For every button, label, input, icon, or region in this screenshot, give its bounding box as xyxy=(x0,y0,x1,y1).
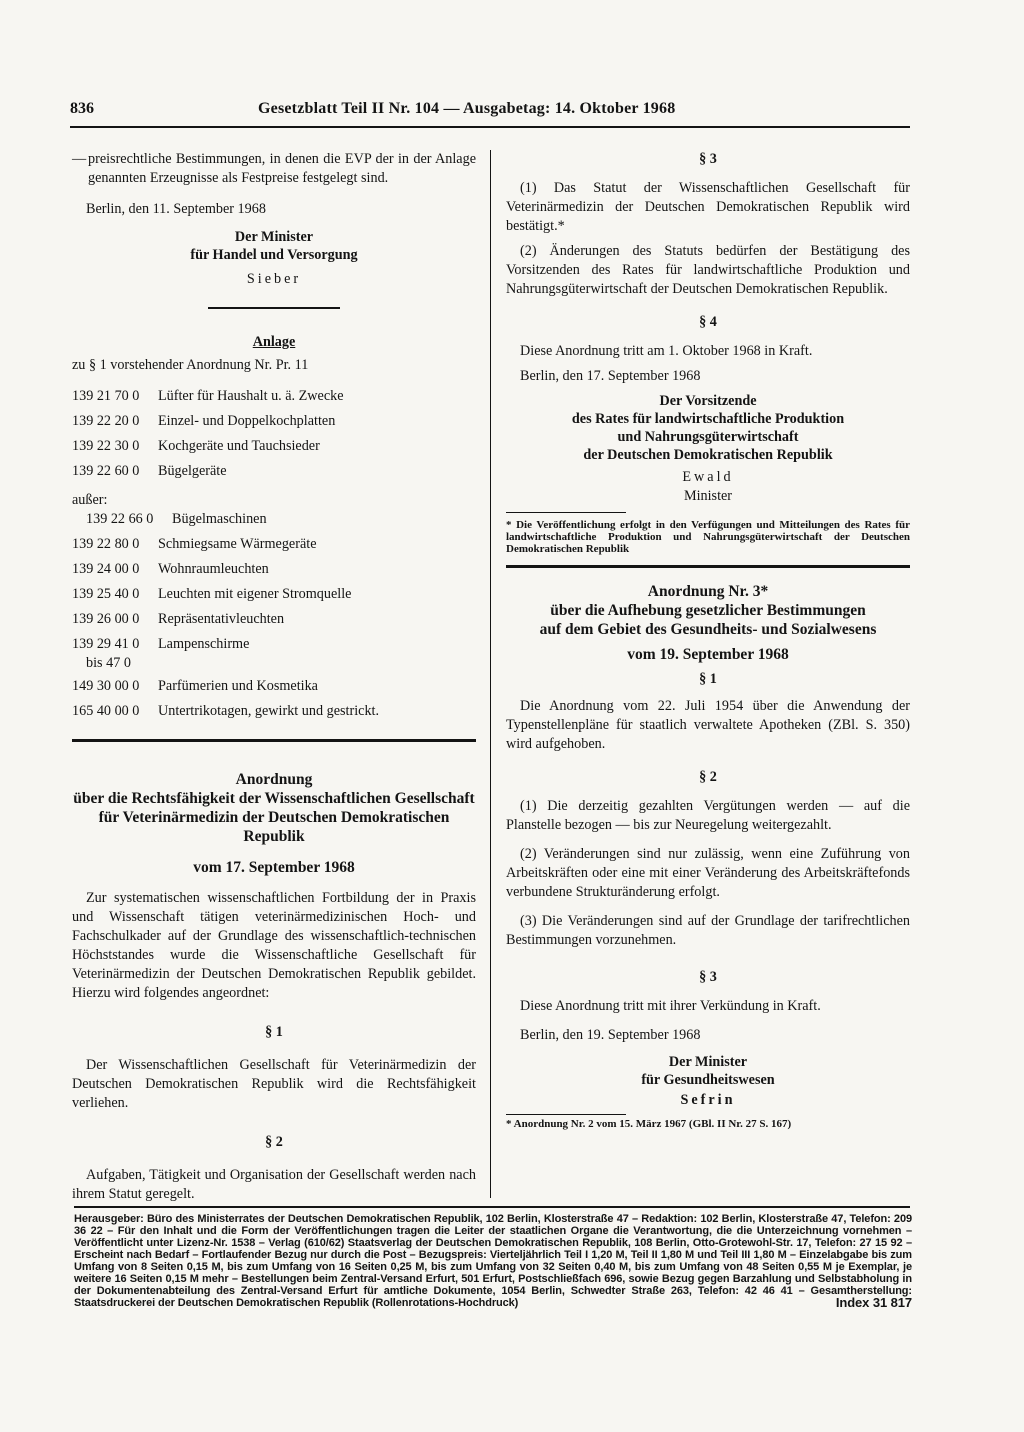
product-code: 139 25 40 0 xyxy=(72,586,140,602)
paragraph-3-sign: § 3 xyxy=(699,151,717,167)
signer2-line-2: für Gesundheitswesen xyxy=(641,1072,775,1088)
intro-item xyxy=(72,150,476,188)
signature-block-2 xyxy=(506,1053,910,1110)
paragraph-4-sign: § 4 xyxy=(699,314,717,330)
range-end: bis 47 0 xyxy=(86,655,131,671)
product-row-excluded xyxy=(72,510,476,535)
product-desc: Lüfter für Haushalt u. ä. Zwecke xyxy=(158,388,344,404)
section-1-text: Die Anordnung vom 22. Juli 1954 über die Anwendung der Typenstellenpläne für staatlich verwaltete Apotheken (ZBl. S. 350) wird aufgehoben. xyxy=(506,698,910,752)
ordinance-3-subtitle-1: über die Aufhebung gesetzlicher Bestimmungen xyxy=(550,602,866,619)
section-2-2: (2) Veränderungen sind nur zulässig, wenn eine Zuführung von Arbeitskräften oder eine mit einer Veränderung des Arbeitskräftefonds verbundene Strukturänderung erfolgt. xyxy=(506,846,910,900)
ordinance-title: Anordnung xyxy=(235,771,313,788)
signer-line-1: Der Vorsitzende xyxy=(659,393,757,409)
paragraph-2-text: Aufgaben, Tätigkeit und Organisation der Gesellschaft werden nach ihrem Statut geregelt. xyxy=(72,1167,476,1202)
product-desc: Lampenschirme xyxy=(158,636,250,652)
ordinance-3-date: vom 19. September 1968 xyxy=(627,646,789,663)
signer2-name: Sefrin xyxy=(680,1092,736,1108)
product-code: 139 22 66 0 xyxy=(86,511,154,527)
index-number: Index 31 817 xyxy=(835,1295,912,1310)
section-2-sign: § 2 xyxy=(699,769,717,785)
product-desc: Einzel- und Doppelkochplatten xyxy=(158,413,336,429)
signer-title-1: Der Minister xyxy=(234,229,314,245)
header-title: Gesetzblatt Teil II Nr. 104 — Ausgabetag: 14. Oktober 1968 xyxy=(258,100,676,117)
product-code: 139 21 70 0 xyxy=(72,388,140,404)
section-1-sign: § 1 xyxy=(699,671,717,687)
ordinance-3-title: Anordnung Nr. 3* xyxy=(647,583,769,600)
footnote-2: * Anordnung Nr. 2 vom 15. März 1967 (GBl. II Nr. 27 S. 167) xyxy=(506,1118,792,1130)
product-desc: Schmiegsame Wärmegeräte xyxy=(158,536,317,552)
signature-block xyxy=(72,228,476,289)
product-desc: Parfümerien und Kosmetika xyxy=(158,678,318,694)
product-row xyxy=(72,702,476,727)
imprint xyxy=(74,1213,912,1309)
anlage-title: Anlage xyxy=(252,334,296,350)
intro-dash: — xyxy=(72,151,87,167)
imprint-rule xyxy=(74,1206,910,1208)
product-row xyxy=(72,610,476,635)
product-code: 139 22 20 0 xyxy=(72,413,140,429)
paragraph-2-sign: § 2 xyxy=(265,1134,283,1150)
paragraph-1-text: Der Wissenschaftlichen Gesellschaft für Veterinärmedizin der Deutschen Demokratischen Republik wird die Rechtsfähigkeit verliehen. xyxy=(72,1057,476,1111)
page-header xyxy=(70,96,910,128)
product-code: 139 22 60 0 xyxy=(72,463,140,479)
product-desc: Kochgeräte und Tauchsieder xyxy=(158,438,320,454)
section-3-text: Diese Anordnung tritt mit ihrer Verkündung in Kraft. xyxy=(520,998,821,1014)
section-rule xyxy=(506,565,910,568)
section-2-1: (1) Die derzeitig gezahlten Vergütungen werden — auf die Planstelle bezogen — bis zur Neuregelung weitergezahlt. xyxy=(506,798,910,833)
product-code: 149 30 00 0 xyxy=(72,678,140,694)
product-code: 139 22 80 0 xyxy=(72,536,140,552)
signer-line-2: des Rates für landwirtschaftliche Produktion xyxy=(571,411,845,427)
ausser-label: außer: xyxy=(72,492,108,508)
product-row xyxy=(72,535,476,560)
product-row xyxy=(72,677,476,702)
product-desc: Repräsentativleuchten xyxy=(158,611,285,627)
product-row xyxy=(72,437,476,462)
date-line: Berlin, den 19. September 1968 xyxy=(520,1027,701,1043)
intro-text: preisrechtliche Bestimmungen, in denen die EVP der in der Anlage genannten Erzeugnisse als Festpreise festgelegt sind. xyxy=(88,151,476,186)
product-desc: Leuchten mit eigener Stromquelle xyxy=(158,586,352,602)
signer-role: Minister xyxy=(683,488,733,504)
imprint-text: Herausgeber: Büro des Ministerrates der Deutschen Demokratischen Republik, 102 Berlin, Klosterstraße 47 – Redaktion: 102 Berlin, Klosterstraße 47, Telefon: 209 36 22 – Für den Inhalt und die Form der Veröffentlichungen tragen die Leiter der staatlichen Organe die Verantwortung, die die Unterzeichnung vornehmen – Veröffentlicht unter Lizenz-Nr. 1538 – Verlag (610/62) Staatsverlag der Deutschen Demokratischen Republik, 108 Berlin, Otto-Grotewohl-Str. 17, Telefon: 27 15 92 – Erscheint nach Bedarf – Fortlaufender Bezug nur durch die Post – Bezugspreis: Vierteljährlich Teil I 1,20 M, Teil II 1,80 M und Teil III 1,80 M – Einzelabgabe bis zum Umfang von 8 Seiten 0,15 M, bis zum Umfang von 16 Seiten 0,25 M, bis zum Umfang von 32 Seiten 0,40 M, bis zum Umfang von 48 Seiten 0,55 M je Exemplar, je weitere 16 Seiten 0,15 M mehr – Bestellungen beim Zentral-Versand Erfurt, 501 Erfurt, Postschließfach 696, sowie Bezug gegen Barzahlung und Selbstabholung in der Dokumentenabteilung des Zentral-Versand Erfurt für amtliche Dokumente, 1054 Berlin, Schwedter Straße 263, Telefon: 42 46 41 – Gesamtherstellung: Staatsdruckerei der Deutschen Demokratischen Republik (Rollenrotations-Hochdruck) xyxy=(74,1213,912,1309)
page-number: 836 xyxy=(70,100,94,117)
product-list xyxy=(72,387,476,727)
signer-line-4: der Deutschen Demokratischen Republik xyxy=(583,447,833,463)
product-code: 139 26 00 0 xyxy=(72,611,140,627)
ordinance-date: vom 17. September 1968 xyxy=(193,859,355,876)
product-code: 139 29 41 0 xyxy=(72,636,140,652)
footnote-rule xyxy=(506,512,626,513)
signature-block xyxy=(506,392,910,506)
product-desc: Bügelmaschinen xyxy=(172,511,267,527)
product-row xyxy=(72,412,476,437)
paragraph-1-sign: § 1 xyxy=(265,1024,283,1040)
product-row xyxy=(72,560,476,585)
section-rule xyxy=(72,739,476,742)
section-2-3: (3) Die Veränderungen sind auf der Grundlage der tarifrechtlichen Bestimmungen vorzunehmen. xyxy=(506,913,910,948)
paragraph-4-text: Diese Anordnung tritt am 1. Oktober 1968 in Kraft. xyxy=(520,343,813,359)
product-desc: Wohnraumleuchten xyxy=(158,561,269,577)
ordinance-3-subtitle-2: auf dem Gebiet des Gesundheits- und Sozialwesens xyxy=(539,621,877,638)
date-line: Berlin, den 11. September 1968 xyxy=(86,201,266,217)
footnote-1: * Die Veröffentlichung erfolgt in den Verfügungen und Mitteilungen des Rates für landwirtschaftliche Produktion und Nahrungsgüterwirtschaft der Deutschen Demokratischen Republik xyxy=(506,519,910,555)
signer-name: Ewald xyxy=(682,469,734,485)
footnote-rule xyxy=(506,1114,626,1115)
section-3-sign: § 3 xyxy=(699,969,717,985)
signer-title-2: für Handel und Versorgung xyxy=(190,247,358,263)
product-code: 139 24 00 0 xyxy=(72,561,140,577)
product-row xyxy=(72,585,476,610)
anlage-reference: zu § 1 vorstehender Anordnung Nr. Pr. 11 xyxy=(72,357,309,373)
product-desc: Bügelgeräte xyxy=(158,463,227,479)
right-column xyxy=(506,150,910,1130)
left-column xyxy=(72,150,476,1204)
signer2-line-1: Der Minister xyxy=(668,1054,748,1070)
product-row xyxy=(72,387,476,412)
paragraph-3-1: (1) Das Statut der Wissenschaftlichen Gesellschaft für Veterinärmedizin der Deutschen Demokratischen Republik wird bestätigt.* xyxy=(506,180,910,234)
product-code: 165 40 00 0 xyxy=(72,703,140,719)
ordinance-preamble: Zur systematischen wissenschaftlichen Fortbildung der in Praxis und Wissenschaft tätigen veterinärmedizinischen Hoch- und Fachschulkader auf der Grundlage des wissenschaftlich-technischen Höchststandes wurde die Wissenschaftliche Gesellschaft für Veterinärmedizin der Deutschen Demokratischen Republik gebildet. Hierzu wird folgendes angeordnet: xyxy=(72,890,476,1001)
product-code: 139 22 30 0 xyxy=(72,438,140,454)
signer-name: Sieber xyxy=(246,271,302,287)
ordinance-subtitle: über die Rechtsfähigkeit der Wissenschaftlichen Gesellschaft für Veterinärmedizin der Deutschen Demokratischen Republik xyxy=(73,790,475,845)
paragraph-3-2: (2) Änderungen des Statuts bedürfen der Bestätigung des Vorsitzenden des Rates für landwirtschaftliche Produktion und Nahrungsgüterwirtschaft der Deutschen Demokratischen Republik. xyxy=(506,243,910,297)
product-desc: Untertrikotagen, gewirkt und gestrickt. xyxy=(158,703,380,719)
column-divider xyxy=(490,150,491,1198)
date-line: Berlin, den 17. September 1968 xyxy=(520,368,701,384)
product-row xyxy=(72,462,476,487)
section-rule xyxy=(208,307,340,309)
signer-line-3: und Nahrungsgüterwirtschaft xyxy=(617,429,799,445)
